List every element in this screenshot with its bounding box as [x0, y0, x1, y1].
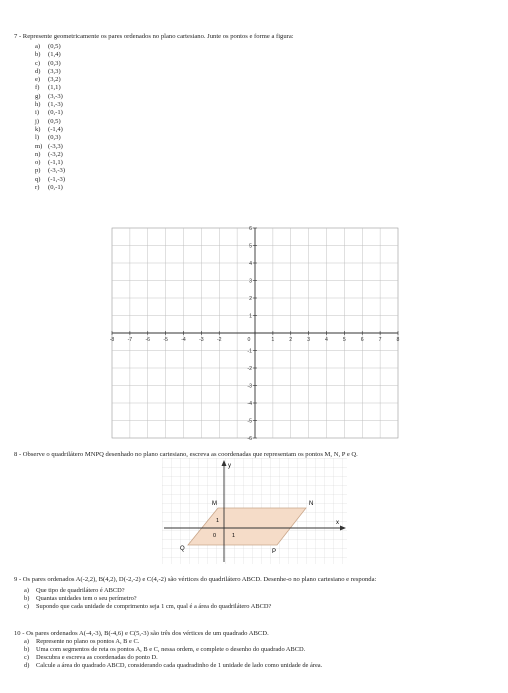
q7-pair-letter: c) — [35, 59, 41, 67]
q7-pair-item — [35, 118, 65, 126]
q7-x-tick-label: 2 — [289, 337, 293, 343]
q7-y-tick-label: 1 — [249, 313, 252, 320]
q7-pair-letter: o) — [35, 159, 41, 167]
q7-pair-item — [35, 184, 65, 192]
q7-pair-item — [35, 76, 65, 84]
q7-pair-value: (-1,4) — [48, 125, 63, 133]
q7-y-tick-label: 6 — [249, 226, 252, 232]
q7-pair-item — [35, 167, 65, 175]
q7-x-tick-label: 7 — [378, 337, 382, 343]
question-9-text: 9 - Os pares ordenados A(-2,2), B(4,2), D(-2,-2) e C(4,-2) são vértices do quadrilátero ABCD. Desenhe-o no plano cartesiano e responda: — [14, 576, 377, 583]
q7-pair-item — [35, 43, 65, 51]
q9-item-b: b) Quantas unidades tem o seu perímetro? — [24, 595, 137, 602]
q8-origin: 0 — [213, 533, 217, 539]
q7-pair-letter: a) — [35, 43, 41, 50]
q7-pair-value: (-1,-3) — [48, 175, 66, 183]
q7-pair-item — [35, 159, 65, 167]
q7-x-tick-label: 4 — [325, 337, 328, 343]
q8-x-label: x — [336, 520, 339, 526]
q7-x-tick-label: -2 — [216, 337, 222, 343]
q8-quadrilateral-figure — [162, 458, 347, 564]
q7-pair-item — [35, 151, 65, 159]
q7-y-tick-label: 3 — [249, 278, 252, 285]
q7-x-tick-label: 0 — [247, 337, 251, 343]
q8-tick-y1: 1 — [216, 518, 220, 524]
q7-pair-letter: f) — [35, 84, 40, 92]
q10-item-c: c) Descubra e escreva as coordenadas do ponto D. — [24, 654, 158, 661]
q7-x-tick-label: -4 — [181, 337, 186, 343]
q8-y-label: y — [228, 463, 231, 469]
q7-pair-value: (0,-1) — [48, 184, 63, 192]
q7-y-tick-label: -3 — [247, 383, 252, 390]
q7-pair-value: (0,-1) — [48, 109, 63, 117]
q7-pair-value: (1,4) — [48, 51, 61, 59]
q7-y-tick-label: -6 — [247, 436, 252, 442]
q7-pair-letter: k) — [35, 125, 41, 133]
q7-pair-letter: r) — [35, 184, 40, 192]
q7-pair-letter: l) — [35, 134, 40, 142]
question-10-text: 10 - Os pares ordenados A(-4,-3), B(-4,6) e C(5,-3) são três dos vértices de um quadrado ABCD. — [14, 630, 269, 637]
q7-pair-item — [35, 60, 65, 68]
q7-x-tick-label: 1 — [271, 337, 275, 343]
q7-pair-item — [35, 134, 65, 142]
q7-pair-value: (0,5) — [48, 117, 61, 125]
q7-x-tick-label: -3 — [199, 337, 204, 343]
q7-pair-value: (-3,3) — [48, 142, 63, 150]
q7-x-tick-label: -8 — [109, 337, 115, 343]
q7-pair-letter: e) — [35, 76, 41, 84]
q7-pair-item — [35, 93, 65, 101]
q7-pair-value: (0,3) — [48, 59, 61, 67]
q10-item-a: a) Represente no plano os pontos A, B e C. — [24, 638, 140, 645]
q10-item-d: d) Calcule a área do quadrado ABCD, considerando cada quadradinho de 1 unidade de lado como unidade de área. — [24, 662, 323, 669]
q8-label-Q: Q — [180, 546, 185, 552]
q7-pair-value: (3,3) — [48, 67, 61, 75]
q9-item-a: a) Que tipo de quadrilátero é ABCD? — [24, 587, 125, 594]
q7-pair-letter: j) — [35, 117, 40, 125]
q7-pair-value: (3,2) — [48, 76, 61, 84]
q7-pairs-list — [35, 43, 65, 192]
q7-y-tick-label: 5 — [249, 243, 252, 250]
q7-pair-item — [35, 143, 65, 151]
q7-pair-value: (0,3) — [48, 134, 61, 142]
q9-item-c: c) Supondo que cada unidade de comprimento seja 1 cm, qual é a área do quadrilátero ABCD? — [24, 603, 272, 610]
q7-pair-letter: q) — [35, 175, 41, 183]
q7-y-tick-label: -4 — [247, 401, 252, 407]
q7-pair-letter: b) — [35, 51, 41, 59]
q8-label-N: N — [309, 501, 314, 507]
q7-pair-letter: h) — [35, 101, 41, 109]
q7-pair-item — [35, 68, 65, 76]
q7-pair-value: (-3,2) — [48, 150, 63, 158]
q7-x-tick-label: -5 — [163, 337, 168, 343]
q7-x-tick-label: 6 — [360, 337, 364, 343]
q7-y-tick-label: -1 — [247, 348, 252, 355]
q7-pair-item — [35, 176, 65, 184]
q7-pair-item — [35, 126, 65, 134]
q7-x-tick-label: -7 — [127, 337, 133, 343]
q7-y-tick-label: 4 — [249, 261, 252, 267]
q7-pair-value: (1,-3) — [48, 101, 63, 109]
q7-y-tick-label: -5 — [247, 418, 252, 425]
q7-pair-value: (0,5) — [48, 43, 61, 50]
q7-pair-letter: m) — [35, 142, 43, 150]
q7-pair-letter: n) — [35, 150, 41, 158]
q7-pair-letter: d) — [35, 67, 41, 75]
q8-label-M: M — [212, 501, 217, 507]
q7-pair-item — [35, 101, 65, 109]
q7-y-tick-label: 2 — [249, 296, 252, 302]
q7-pair-value: (1,1) — [48, 84, 61, 92]
q8-label-P: P — [272, 549, 277, 555]
q10-item-b: b) Uma com segmentos de reta os pontos A, B e C, nessa ordem, e complete o desenho do quadrado ABCD. — [24, 646, 306, 653]
q7-y-tick-label: -2 — [247, 366, 252, 372]
q7-x-tick-label: 8 — [396, 337, 400, 343]
q7-x-tick-label: -6 — [145, 337, 151, 343]
q7-pair-item — [35, 84, 65, 92]
q7-pair-letter: i) — [35, 109, 40, 117]
q7-pair-letter: g) — [35, 92, 41, 100]
q7-pair-value: (-3,-3) — [48, 167, 66, 175]
q7-cartesian-grid — [109, 226, 400, 442]
q7-x-tick-label: 5 — [342, 337, 346, 343]
q7-pair-item — [35, 109, 65, 117]
q7-pair-value: (-1,1) — [48, 159, 63, 167]
question-8-text: 8 - Observe o quadrilátero MNPQ desenhado no plano cartesiano, escreva as coordenadas que representam os pontos M, N, P e Q. — [14, 451, 358, 458]
q7-pair-letter: p) — [35, 167, 41, 175]
question-7-text: 7 - Represente geometricamente os pares ordenados no plano cartesiano. Junte os pontos e forme a figura: — [14, 33, 294, 40]
q7-pair-value: (3,-3) — [48, 92, 63, 100]
q7-x-tick-label: 3 — [307, 337, 311, 343]
q7-pair-item — [35, 51, 65, 59]
q8-tick-x1: 1 — [232, 533, 236, 539]
